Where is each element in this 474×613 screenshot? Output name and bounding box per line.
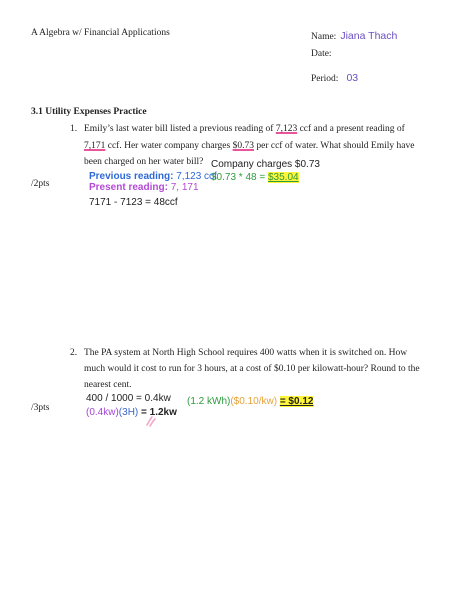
q2-line3: nearest cent. (84, 380, 132, 390)
q1-previous-value: 7,123 ccf (173, 171, 217, 182)
q1-line1-text-a: Emily’s last water bill listed a previous reading of (84, 124, 276, 134)
q1-line1-text-b: ccf and a present reading of (297, 124, 405, 134)
q2-hours: (3H) (118, 407, 139, 418)
q2-number: 2. (70, 348, 78, 358)
q2-kw: (0.4kw) (86, 407, 119, 418)
q2-energy-calculation (86, 407, 177, 418)
q2-line2: much would it cost to run for 3 hours, at a cost of $0.10 per kilowatt-hour? Round to the (84, 364, 420, 374)
q1-subtraction: 7171 - 7123 = 48ccf (89, 197, 178, 208)
q1-points: /2pts (31, 179, 50, 189)
q2-answer: = $0.12 (279, 396, 314, 407)
q1-line2-text-b: per ccf of water. What should Emily have (253, 141, 415, 151)
q2-line1: The PA system at North High School requires 400 watts when it is switched on. How (84, 348, 408, 358)
q1-rate-underlined: $0.73 (232, 141, 254, 151)
q1-previous-reading-underlined: 7,123 (275, 124, 298, 134)
q1-number: 1. (70, 124, 78, 134)
q2-kwh: (1.2 kWh) (187, 396, 231, 407)
q1-present-reading (89, 182, 199, 193)
date-label: Date: (311, 49, 332, 59)
name-field (311, 26, 397, 44)
course-title: A Algebra w/ Financial Applications (31, 28, 170, 38)
period-label: Period: (311, 74, 339, 84)
q2-cost-calculation (187, 396, 313, 407)
q1-line2 (84, 141, 414, 151)
q1-calc-answer: $35.04 (268, 172, 299, 183)
q1-previous-label: Previous reading: (89, 171, 174, 182)
name-label: Name: (311, 32, 337, 42)
name-value: Jiana Thach (340, 30, 398, 42)
q1-line2-text-a: ccf. Her water company charges (105, 141, 233, 151)
q1-calculation (211, 172, 299, 183)
q2-rate: ($0.10/kw) (230, 396, 278, 407)
q2-result: = 1.2kw (138, 407, 177, 418)
period-field (311, 68, 358, 86)
section-title: 3.1 Utility Expenses Practice (31, 107, 147, 117)
q1-previous-reading (89, 171, 217, 182)
q2-conversion: 400 / 1000 = 0.4kw (86, 393, 171, 404)
q1-line3: been charged on her water bill? (84, 157, 204, 167)
q1-present-label: Present reading: (89, 182, 168, 193)
q1-present-value: 7, 171 (167, 182, 199, 193)
q2-points: /3pts (31, 403, 50, 413)
period-value: 03 (346, 72, 359, 84)
pink-pen-mark (145, 415, 157, 427)
q1-line1 (84, 124, 405, 134)
q1-present-reading-underlined: 7,171 (84, 141, 106, 151)
q1-calc-expression: $0.73 * 48 = (211, 172, 268, 183)
q1-company-charges: Company charges $0.73 (211, 159, 320, 170)
